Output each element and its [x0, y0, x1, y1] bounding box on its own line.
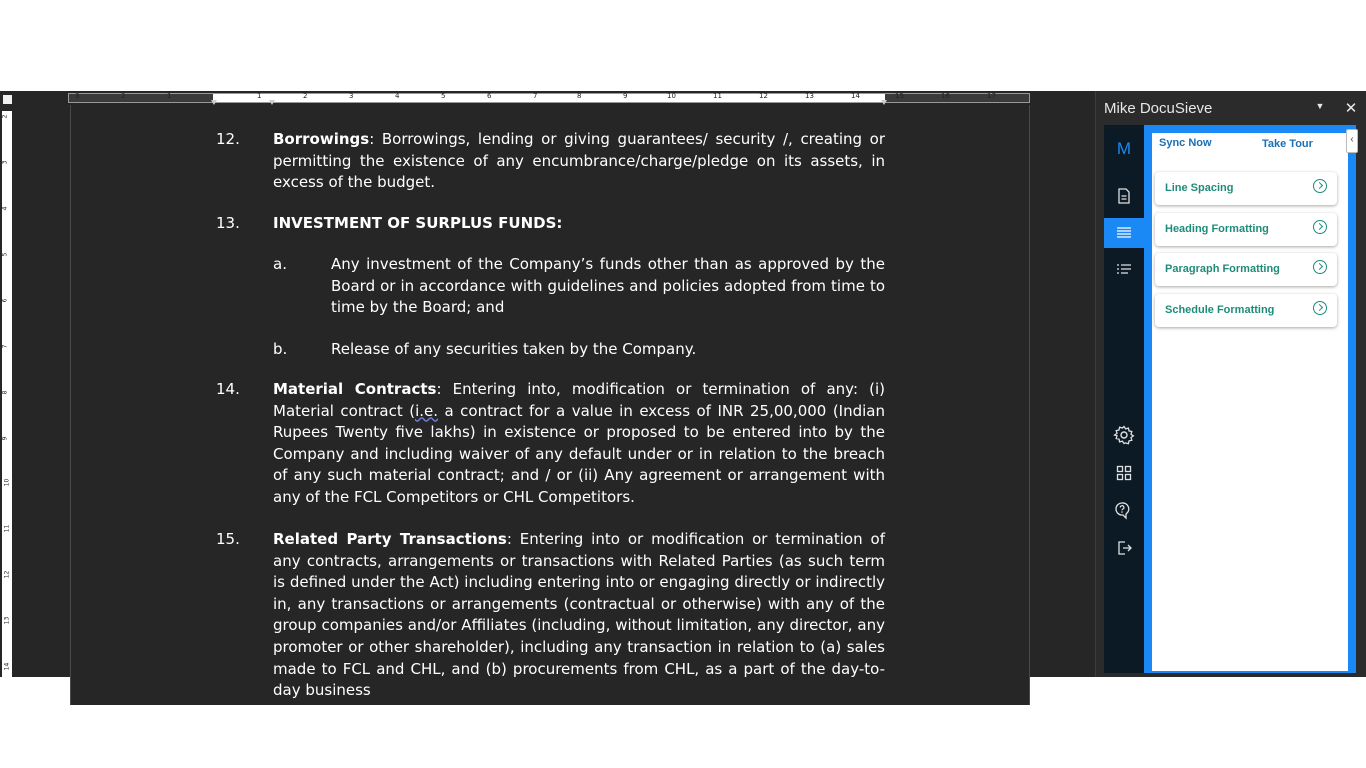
- ruler-number: 9: [1, 436, 9, 441]
- document-page[interactable]: [70, 105, 1030, 705]
- addin-content: [1152, 133, 1348, 671]
- taskpane-close-button[interactable]: ✕: [1344, 100, 1358, 117]
- ruler-number: 8: [1, 390, 9, 395]
- clause-body: : Borrowings, lending or giving guarantees/ security /, creating or permitting the existence of any encumbrance/charge/pledge on its assets, in excess of the budget.: [273, 130, 885, 192]
- nav-formatting[interactable]: [1104, 218, 1144, 248]
- clause-heading: Material Contracts: [273, 380, 437, 398]
- gear-icon: [1114, 425, 1134, 445]
- line-spacing-card[interactable]: [1155, 172, 1337, 205]
- taskpane-options-dropdown[interactable]: ▼: [1315, 101, 1325, 111]
- sync-now-link[interactable]: Sync Now: [1159, 137, 1212, 149]
- app-logo: M: [1116, 139, 1132, 158]
- clause-heading: Related Party Transactions: [273, 530, 507, 548]
- card-label: Heading Formatting: [1165, 223, 1269, 235]
- ruler-number: 3: [349, 92, 354, 100]
- ruler-number: 3: [75, 92, 80, 100]
- ruler-margin-right: [885, 94, 1029, 102]
- nav-apps[interactable]: [1104, 458, 1144, 488]
- arrow-circle-icon: [1313, 301, 1327, 315]
- ruler-number: 17: [987, 92, 996, 100]
- sub-clause-body: Release of any securities taken by the Company.: [331, 340, 697, 358]
- ruler-number: 15: [895, 92, 904, 100]
- tab-selector[interactable]: [3, 95, 12, 104]
- docusieve-addin: [1104, 125, 1356, 673]
- ruler-number: 14: [3, 662, 11, 671]
- taskpane: [1096, 91, 1366, 677]
- clause-number: 14.: [216, 380, 240, 398]
- take-tour-link[interactable]: Take Tour: [1262, 138, 1313, 150]
- nav-help[interactable]: [1104, 495, 1144, 525]
- ruler-number: 4: [395, 92, 400, 100]
- ruler-number: 13: [805, 92, 814, 100]
- grid-icon: [1116, 465, 1132, 481]
- clause-number: 13.: [216, 214, 240, 232]
- ruler-number: 12: [759, 92, 768, 100]
- ruler-number: 2: [1, 114, 9, 119]
- ruler-number: 2: [121, 92, 126, 100]
- logout-icon: [1116, 540, 1132, 556]
- word-window: [0, 91, 1366, 700]
- ruler-number: 14: [851, 92, 860, 100]
- clause-heading: INVESTMENT OF SURPLUS FUNDS:: [273, 214, 563, 232]
- arrow-circle-icon: [1313, 179, 1327, 193]
- ruler-number: 10: [3, 478, 11, 487]
- ruler-number: 1: [167, 92, 172, 100]
- ruler-number: 7: [1, 344, 9, 349]
- ruler-number: 10: [667, 92, 676, 100]
- ruler-number: 2: [303, 92, 308, 100]
- arrow-circle-icon: [1313, 220, 1327, 234]
- addin-nav-rail: [1104, 125, 1144, 673]
- clause-text: [273, 529, 885, 702]
- clause-text: [273, 129, 885, 194]
- taskpane-title: Mike DocuSieve: [1104, 100, 1213, 117]
- help-chat-icon: [1114, 501, 1134, 519]
- clause-heading: Borrowings: [273, 130, 370, 148]
- sub-clause-letter: b.: [273, 340, 288, 358]
- sub-clause-letter: a.: [273, 255, 287, 273]
- clause-text: [273, 213, 885, 235]
- heading-formatting-card[interactable]: [1155, 213, 1337, 246]
- ruler-number: 5: [1, 252, 9, 257]
- list-icon: [1116, 263, 1132, 277]
- card-label: Paragraph Formatting: [1165, 263, 1280, 275]
- ruler-number: 5: [441, 92, 446, 100]
- ruler-number: 6: [487, 92, 492, 100]
- ruler-number: 9: [623, 92, 628, 100]
- ruler-number: 11: [3, 524, 11, 533]
- nav-list[interactable]: [1104, 255, 1144, 285]
- align-justify-icon: [1116, 226, 1132, 240]
- schedule-formatting-card[interactable]: [1155, 294, 1337, 327]
- vertical-ruler[interactable]: [2, 111, 12, 677]
- collapse-panel-button[interactable]: ‹: [1346, 129, 1358, 153]
- paragraph-formatting-card[interactable]: [1155, 253, 1337, 286]
- ruler-number: 4: [1, 206, 9, 211]
- nav-document[interactable]: [1104, 181, 1144, 211]
- ruler-margin-left: [69, 94, 213, 102]
- ruler-number: 7: [533, 92, 538, 100]
- ruler-number: 16: [941, 92, 950, 100]
- ruler-number: 11: [713, 92, 722, 100]
- document-icon: [1117, 188, 1131, 204]
- clause-number: 12.: [216, 130, 240, 148]
- clause-body-cont: a contract for a value in excess of INR 25,00,000 (Indian Rupees Twenty five lakhs) in existence or proposed to be entered into by the Company and including waiver of any default under or in relation to the breach of any such material contract; and / or (ii) Any agreement or arrangement with any of the FCL Competitors or CHL Competitors.: [273, 401, 885, 506]
- ruler-number: 1: [257, 92, 262, 100]
- clause-text: [273, 379, 885, 509]
- clause-number: 15.: [216, 530, 240, 548]
- arrow-circle-icon: [1313, 260, 1327, 274]
- sub-clause-body: Any investment of the Company’s funds other than as approved by the Board or in accordance with guidelines and policies adopted from time to time by the Board; and: [331, 255, 885, 317]
- nav-logout[interactable]: [1104, 533, 1144, 563]
- clause-body: : Entering into or modification or termination of any contracts, arrangements or transactions with Related Parties (as such term is defined under the Act) including entering into or engaging directly or indirectly in, any transactions or arrangements (contractual or otherwise) with any of the group companies and/or Affiliates (including, without limitation, any director, any promoter or other shareholder), including any transaction in relation to (a) sales made to FCL and CHL, and (b) procurements from CHL, as a part of the day-to-day business: [273, 530, 885, 700]
- card-label: Schedule Formatting: [1165, 304, 1275, 316]
- ruler-number: 12: [3, 570, 11, 579]
- nav-settings[interactable]: [1104, 420, 1144, 450]
- ruler-number: 8: [577, 92, 582, 100]
- ruler-number: 3: [1, 160, 9, 165]
- ruler-number: 13: [3, 616, 11, 625]
- spelling-flag[interactable]: i.e.: [415, 401, 438, 420]
- card-label: Line Spacing: [1165, 182, 1234, 194]
- clause-body: : Entering into, modification or termination of any: (i) Material contract (: [273, 380, 885, 420]
- ruler-number: 6: [1, 298, 9, 303]
